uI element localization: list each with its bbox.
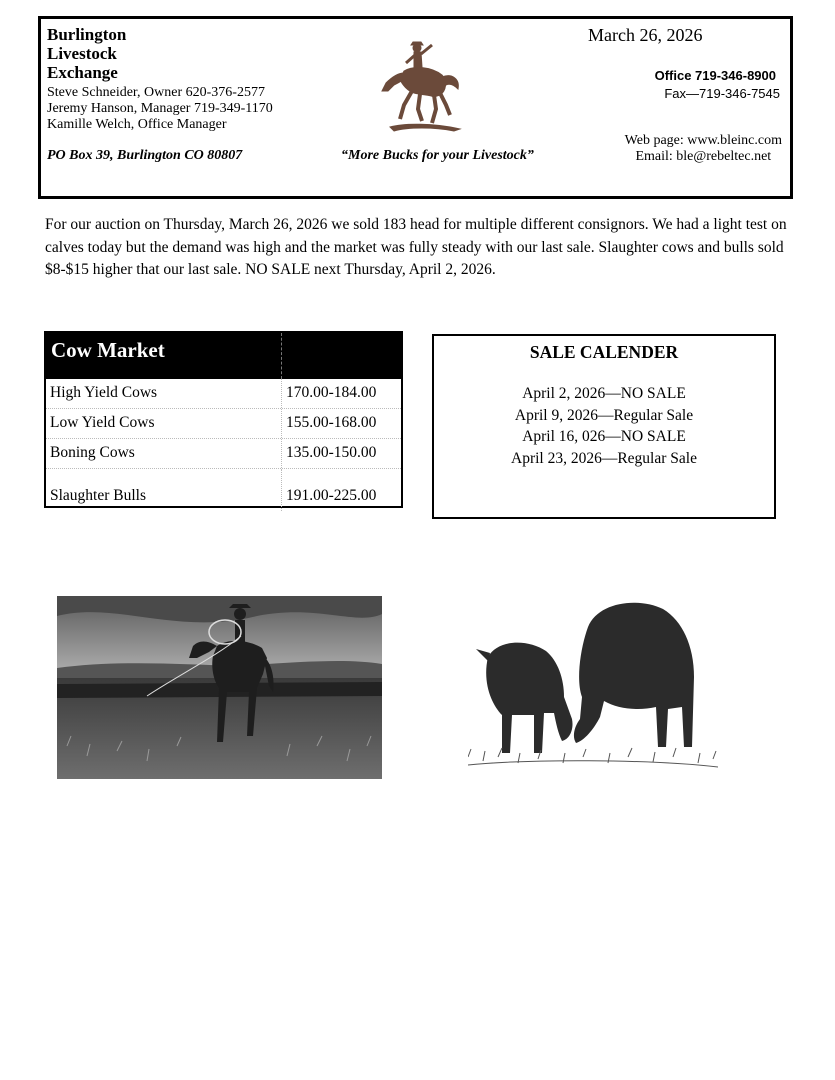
sale-calendar [432,334,776,519]
row-label: High Yield Cows [50,384,158,401]
column-divider [281,379,282,408]
column-divider [281,469,282,511]
sale-calendar-list [434,383,774,469]
market-report-paragraph: For our auction on Thursday, March 26, 2026 we sold 183 head for multiple different consignors. We had a light test on calves today but the demand was high and the market was fully steady with our last sale. Slaughter cows and bulls sold $8-$15 higher that our last sale. NO SALE next Thursday, April 2, 2026. [45,216,787,278]
table-row [46,379,401,409]
staff-list [47,85,273,133]
slogan: “More Bucks for your Livestock” [341,148,534,163]
cowboy-roping-photo [57,596,382,779]
sale-date: March 26, 2026 [588,25,703,45]
row-price: 191.00-225.00 [286,487,377,504]
staff-office-manager: Kamille Welch, Office Manager [47,117,227,132]
calendar-item: April 9, 2026—Regular Sale [514,406,694,424]
fax-number: Fax—719-346-7545 [664,86,780,101]
cow-market-title: Cow Market [51,338,165,362]
column-divider [281,409,282,438]
calendar-item: April 23, 2026—Regular Sale [511,449,697,467]
cow-market-table [44,331,403,508]
company-name: Burlington Livestock Exchange [47,25,127,82]
table-row [46,469,401,511]
bronc-rider-logo [374,39,464,139]
row-price: 135.00-150.00 [286,444,377,461]
row-price: 155.00-168.00 [286,414,377,431]
row-price: 170.00-184.00 [286,384,377,401]
staff-manager: Jeremy Hanson, Manager 719-349-1170 [47,101,273,116]
column-divider [281,439,282,468]
table-row [46,439,401,469]
row-label: Low Yield Cows [50,414,155,431]
letterhead [38,16,793,199]
web-contact [625,133,782,165]
web-page: Web page: www.bleinc.com [624,133,782,148]
header-divider [281,333,282,379]
staff-owner: Steve Schneider, Owner 620-376-2577 [47,85,265,100]
calendar-item: April 2, 2026—NO SALE [522,385,686,402]
office-phone: Office 719-346-8900 [654,68,776,83]
table-row [46,409,401,439]
email-address: Email: ble@rebeltec.net [635,149,772,164]
mailing-address: PO Box 39, Burlington CO 80807 [47,148,243,163]
cow-and-calf-sketch [468,597,718,775]
calendar-item: April 16, 026—NO SALE [522,428,686,445]
row-label: Boning Cows [50,444,135,461]
sale-calendar-title: SALE CALENDER [529,342,679,362]
cow-market-header [46,333,401,379]
row-label: Slaughter Bulls [50,487,147,504]
